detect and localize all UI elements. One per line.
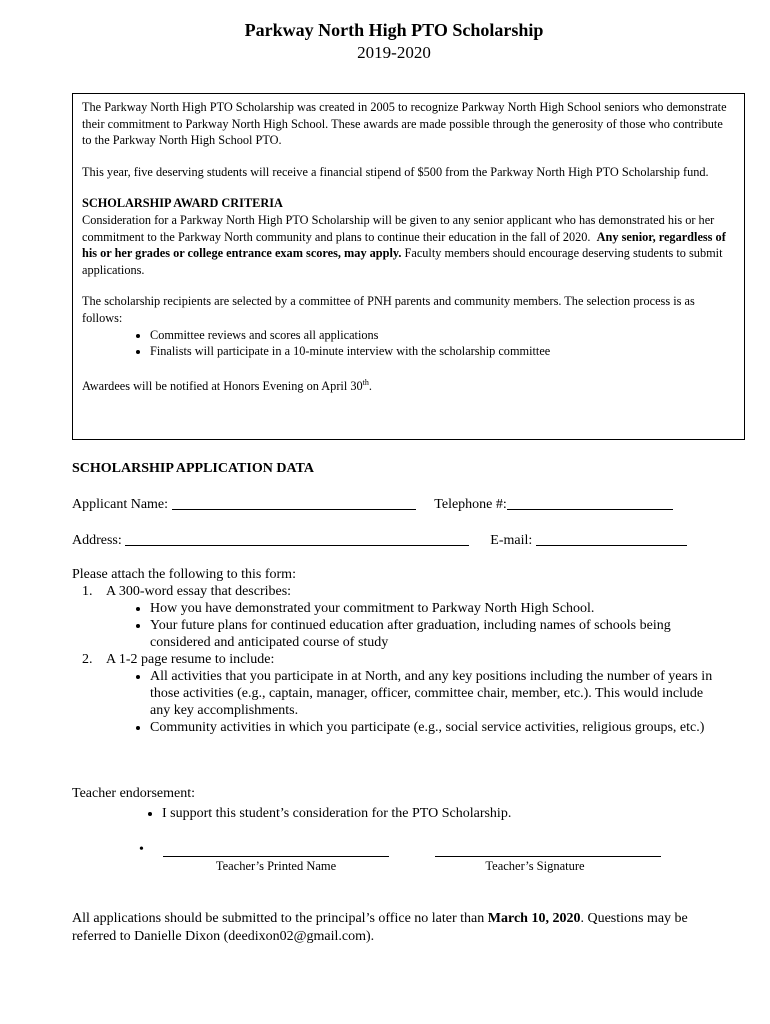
submission-contact-text: . Questions may be referred to Danielle Dixon (deedixon02@gmail.com). [72, 911, 688, 944]
page-subtitle-year: 2019-2020 [357, 43, 431, 62]
applicant-row [72, 495, 712, 513]
teacher-support-statement: • I support this student’s consideration for the PTO Scholarship. [162, 805, 722, 822]
attachment-item-label: A 1-2 page resume to include: [106, 652, 275, 667]
selection-step: • Committee reviews and scores all applications [150, 327, 735, 344]
criteria-text: Consideration for a Parkway North High PTO Scholarship will be given to any senior applicant who has demonstrated his or her commitment to the Parkway North community and plans to continue their education in the fall of 2020. [82, 212, 715, 244]
attachment-item-label: A 300-word essay that describes: [106, 584, 292, 599]
page-title: Parkway North High PTO Scholarship [244, 20, 544, 40]
notify-sup: th [362, 377, 369, 387]
notify-text: Awardees will be notified at Honors Evening on April 30 [82, 378, 363, 393]
essay-requirements [106, 600, 722, 651]
applicant-name-label: Applicant Name: [72, 497, 172, 512]
selection-step: • Finalists will participate in a 10-minute interview with the scholarship committee [150, 343, 735, 360]
application-heading: SCHOLARSHIP APPLICATION DATA [72, 461, 314, 476]
submission-text: All applications should be submitted to the principal’s office no later than [72, 911, 488, 926]
applicant-name-field[interactable] [172, 495, 416, 510]
criteria-heading: SCHOLARSHIP AWARD CRITERIA [82, 196, 283, 211]
teacher-signature-label: Teacher’s Signature [485, 859, 585, 873]
teacher-printed-name-field[interactable] [163, 842, 389, 857]
resume-requirement: • Community activities in which you participate (e.g., social service activities, religious groups, etc.) [150, 719, 722, 736]
notify-paragraph [82, 375, 735, 395]
teacher-heading: Teacher endorsement: [72, 786, 196, 801]
resume-requirements [106, 668, 722, 736]
address-row [72, 531, 712, 549]
notify-end: . [368, 378, 372, 393]
teacher-endorsement [72, 785, 722, 822]
email-label: E-mail: [490, 533, 536, 548]
teacher-signature-field[interactable] [435, 842, 661, 857]
email-field[interactable] [536, 531, 687, 546]
telephone-label: Telephone #: [434, 497, 507, 512]
essay-requirement: • Your future plans for continued education after graduation, including names of schools being considered and anticipated course of study [150, 617, 722, 651]
essay-requirement: • How you have demonstrated your commitment to Parkway North High School. [150, 600, 722, 617]
criteria-bold-text: Any senior, regardless of his or her grades or college entrance exam scores, may apply. [82, 229, 726, 261]
address-field[interactable] [125, 531, 469, 546]
attachment-item [96, 583, 722, 651]
attachments-section [72, 566, 722, 736]
teacher-printed-name-label: Teacher’s Printed Name [215, 859, 337, 873]
resume-requirement: • All activities that you participate in at North, and any key positions including the number of years in those activities (e.g., captain, manager, officer, committee chair, member, etc.). This would include any key accomplishments. [150, 668, 722, 719]
teacher-support-list [72, 805, 722, 822]
telephone-field[interactable] [507, 495, 673, 510]
criteria-end-text: Faculty members should encourage deserving students to submit applications. [82, 246, 723, 277]
intro-box [72, 93, 745, 440]
stipend-paragraph: This year, five deserving students will receive a financial stipend of $500 from the Parkway North High PTO Scholarship fund. [82, 164, 709, 179]
submission-note [72, 910, 712, 946]
criteria-paragraph [82, 195, 735, 278]
submission-deadline: March 10, 2020 [487, 911, 581, 926]
attachments-intro: Please attach the following to this form: [72, 567, 296, 582]
signature-bullet: • [139, 842, 144, 857]
selection-steps [82, 327, 735, 360]
attachments-list [72, 583, 722, 736]
attachment-item [96, 651, 722, 736]
selection-paragraph: The scholarship recipients are selected by a committee of PNH parents and community members. The selection process is as follows: [82, 294, 695, 325]
intro-paragraph: The Parkway North High PTO Scholarship was created in 2005 to recognize Parkway North High School seniors who demonstrate their commitment to Parkway North High School. These awards are made possible through the generosity of those who contribute to the Parkway North High School PTO. [82, 100, 727, 148]
address-label: Address: [72, 533, 126, 548]
